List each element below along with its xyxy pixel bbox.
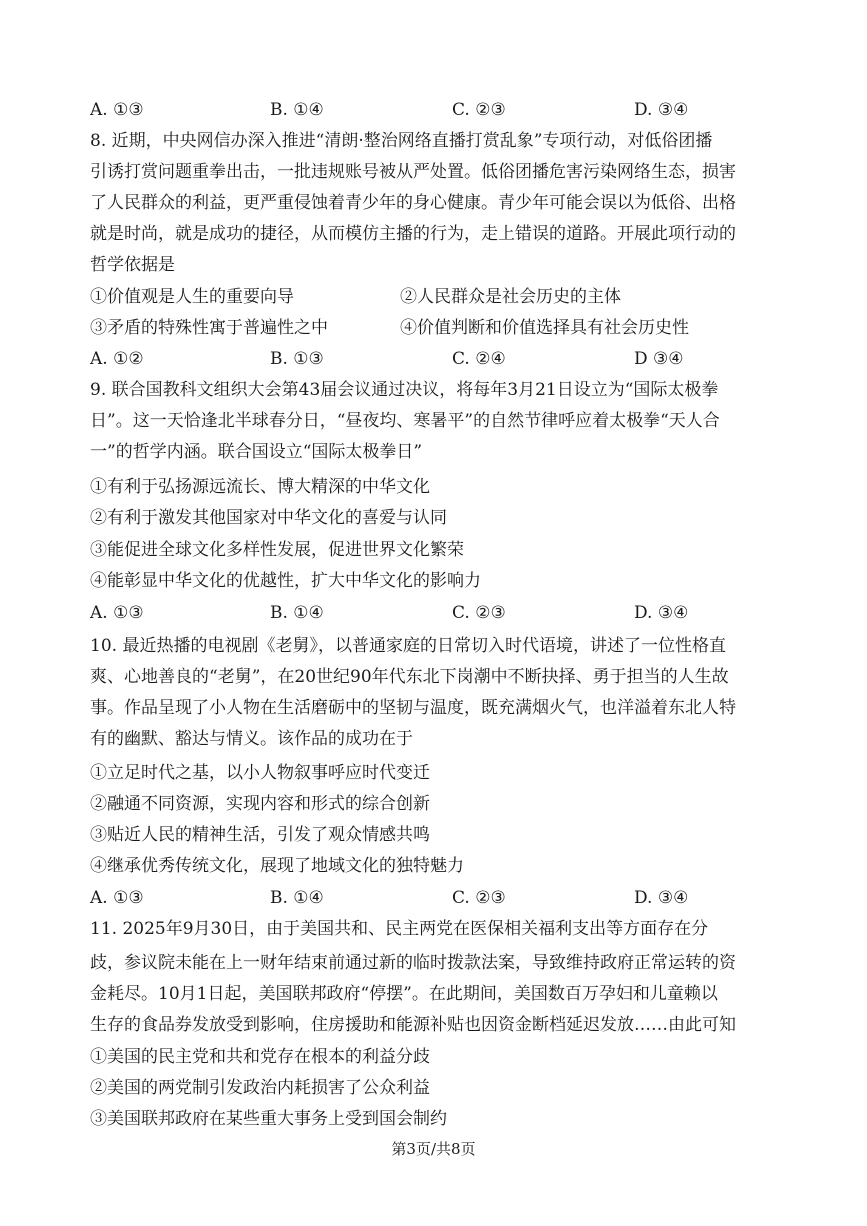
- q10-option-b: B. ①④: [270, 888, 324, 908]
- q10-option-c: C. ②③: [452, 888, 506, 908]
- q9-statement-1: ①有利于弘扬源远流长、博大精深的中华文化: [90, 477, 430, 497]
- q10-stem-line: 有的幽默、豁达与情义。该作品的成功在于: [90, 729, 413, 749]
- q9-option-d: D. ③④: [634, 603, 689, 623]
- q11-stem-line: 歧，参议院未能在上一财年结束前通过新的临时拨款法案，导致维持政府正常运转的资: [90, 953, 736, 973]
- q9-statement-4: ④能彰显中华文化的优越性，扩大中华文化的影响力: [90, 571, 481, 591]
- q11-statement-2: ②美国的两党制引发政治内耗损害了公众利益: [90, 1078, 430, 1098]
- q9-option-b: B. ①④: [270, 603, 324, 623]
- q8-stem-line: 了人民群众的利益，更严重侵蚀着青少年的身心健康。青少年可能会误以为低俗、出格: [90, 193, 736, 213]
- q8-statement-2: ②人民群众是社会历史的主体: [400, 287, 621, 307]
- q9-stem-line: 日”。这一天恰逢北半球春分日，“昼夜均、寒暑平”的自然节律呼应着太极拳“天人合: [90, 411, 720, 431]
- q10-statement-3: ③贴近人民的精神生活，引发了观众情感共鸣: [90, 825, 430, 845]
- q8-stem-line: 8. 近期，中央网信办深入推进“清朗·整治网络直播打赏乱象”专项行动，对低俗团播: [90, 131, 713, 151]
- q8-statement-4: ④价值判断和价值选择具有社会历史性: [400, 318, 689, 338]
- q8-statement-3: ③矛盾的特殊性寓于普遍性之中: [90, 318, 328, 338]
- q7-option-d: D. ③④: [634, 100, 689, 120]
- q11-stem-line: 金耗尽。10月1日起，美国联邦政府“停摆”。在此期间，美国数百万孕妇和儿童赖以: [90, 984, 718, 1004]
- q9-stem-line: 9. 联合国教科文组织大会第43届会议通过决议，将每年3月21日设立为“国际太极拳: [90, 380, 719, 400]
- q10-stem-line: 10. 最近热播的电视剧《老舅》，以普通家庭的日常切入时代语境，讲述了一位性格直: [90, 636, 726, 656]
- q8-stem-line: 引诱打赏问题重拳出击，一批违规账号被从严处置。低俗团播危害污染网络生态，损害: [90, 162, 736, 182]
- q10-statement-1: ①立足时代之基，以小人物叙事呼应时代变迁: [90, 763, 430, 783]
- q8-option-d: D ③④: [634, 349, 684, 369]
- q10-statement-2: ②融通不同资源，实现内容和形式的综合创新: [90, 794, 430, 814]
- q8-stem-line: 就是时尚，就是成功的捷径，从而模仿主播的行为，走上错误的道路。开展此项行动的: [90, 224, 736, 244]
- q7-option-b: B. ①④: [270, 100, 324, 120]
- q11-stem-line: 11. 2025年9月30日，由于美国共和、民主两党在医保相关福利支出等方面存在分: [90, 919, 709, 939]
- q7-option-c: C. ②③: [452, 100, 506, 120]
- q10-stem-line: 事。作品呈现了小人物在生活磨砺中的坚韧与温度，既充满烟火气，也洋溢着东北人特: [90, 698, 736, 718]
- q11-statement-1: ①美国的民主党和共和党存在根本的利益分歧: [90, 1047, 430, 1067]
- q9-option-c: C. ②③: [452, 603, 506, 623]
- q8-statement-1: ①价值观是人生的重要向导: [90, 287, 294, 307]
- q10-statement-4: ④继承优秀传统文化，展现了地域文化的独特魅力: [90, 856, 464, 876]
- q10-option-d: D. ③④: [634, 888, 689, 908]
- page-number: 第3页/共8页: [391, 1140, 476, 1158]
- q11-stem-line: 生存的食品券发放受到影响，住房援助和能源补贴也因资金断档延迟发放……由此可知: [90, 1015, 736, 1035]
- q9-statement-3: ③能促进全球文化多样性发展，促进世界文化繁荣: [90, 540, 464, 560]
- q8-option-b: B. ①③: [270, 349, 324, 369]
- q9-option-a: A. ①③: [90, 603, 144, 623]
- q7-option-a: A. ①③: [90, 100, 144, 120]
- q9-stem-line: 一”的哲学内涵。联合国设立“国际太极拳日”: [90, 442, 423, 462]
- q8-option-a: A. ①②: [90, 349, 144, 369]
- q9-statement-2: ②有利于激发其他国家对中华文化的喜爱与认同: [90, 508, 447, 528]
- q8-option-c: C. ②④: [452, 349, 506, 369]
- q11-statement-3: ③美国联邦政府在某些重大事务上受到国会制约: [90, 1109, 447, 1129]
- q10-stem-line: 爽、心地善良的“老舅”，在20世纪90年代东北下岗潮中不断抉择、勇于担当的人生故: [90, 667, 729, 687]
- q10-option-a: A. ①③: [90, 888, 144, 908]
- q8-stem-line: 哲学依据是: [90, 255, 175, 275]
